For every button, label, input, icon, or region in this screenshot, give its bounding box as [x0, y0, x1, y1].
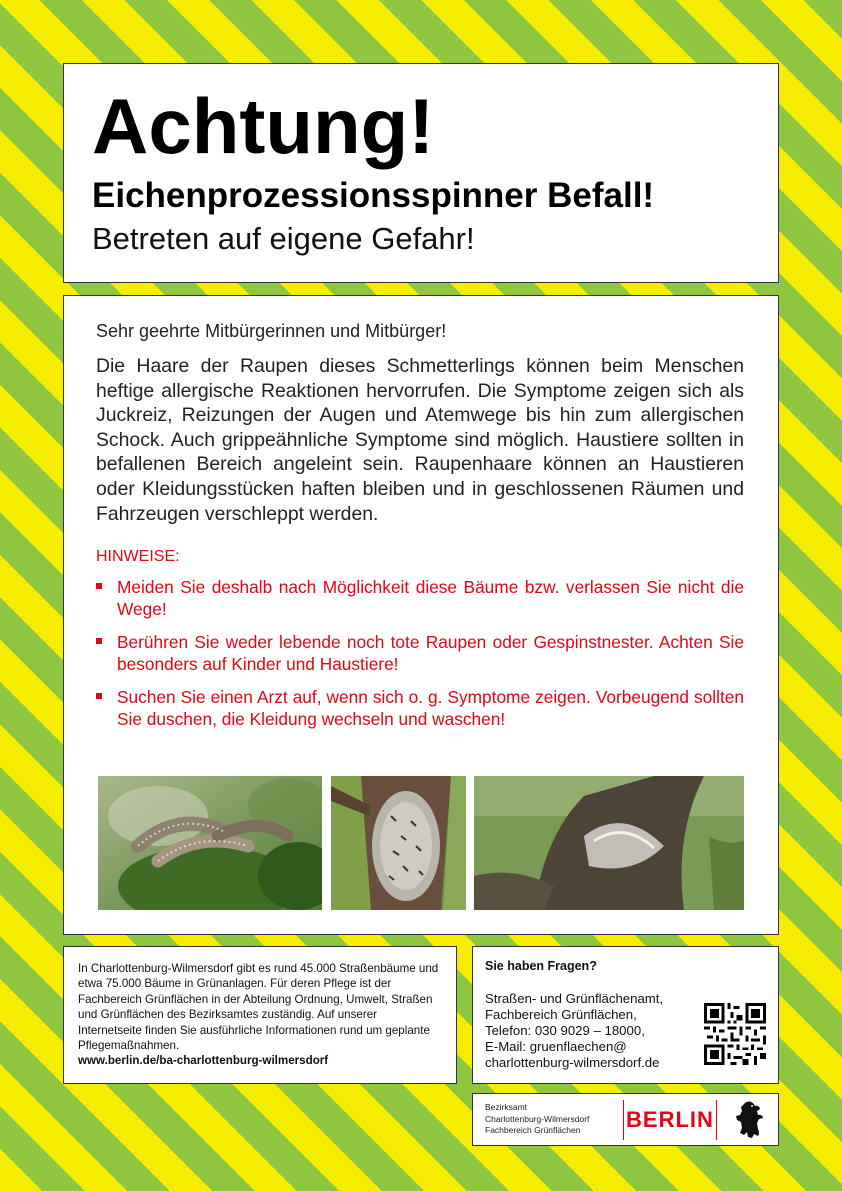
bullet-icon [96, 693, 102, 699]
info-text: In Charlottenburg-Wilmersdorf gibt es rund 45.000 Straßenbäume und etwa 75.000 Bäume in Grünanlagen. Für deren Pflege ist der Fachbereich Grünflächen in der Abteilung Ordnung, Umwelt, Straßen und Grünflächen des Bezirksamtes zuständig. Auf unserer Internetseite finden Sie ausführliche Informationen rund um geplante Pflegemaßnahmen. [78, 962, 439, 1053]
berlin-logo: BERLIN [623, 1100, 717, 1140]
hint-text: Suchen Sie einen Arzt auf, wenn sich o. g. Symptome zeigen. Vorbeugend sollten Sie duschen, die Kleidung wechseln und waschen! [117, 687, 744, 730]
contact-box [472, 946, 779, 1084]
qr-code-icon[interactable] [704, 1003, 766, 1065]
hint-item [96, 631, 744, 675]
header-box [63, 63, 779, 283]
intro-paragraph: Die Haare der Raupen dieses Schmetterlings können beim Menschen heftige allergische Reaktionen hervorrufen. Die Symptome zeigen sich als Juckreiz, Reizungen der Augen und Atemwege bis hin zum allergischen Schock. Auch grippeähnliche Symptome sind möglich. Haustiere sollten in befallenen Bereich angeleint sein. Raupenhaare können an Haustieren oder Kleidungsstücken haften bleiben und in geschlossenen Räumen und Fahrzeugen verschleppt werden. [96, 355, 744, 525]
hint-item [96, 576, 744, 620]
contact-office: Straßen- und Grünflächenamt, [485, 991, 664, 1006]
dept-line-3: Fachbereich Grünflächen [485, 1125, 581, 1135]
hints-list [96, 576, 744, 730]
dept-line-1: Bezirksamt [485, 1102, 528, 1112]
page-tagline: Betreten auf eigene Gefahr! [92, 221, 475, 256]
hints-heading: HINWEISE: [96, 548, 180, 566]
contact-phone: Telefon: 030 9029 – 18000, [485, 1023, 645, 1038]
page-subtitle: Eichenprozessionsspinner Befall! [92, 176, 655, 215]
page-title: Achtung! [92, 82, 435, 170]
greeting: Sehr geehrte Mitbürgerinnen und Mitbürger! [96, 321, 447, 341]
contact-email-domain[interactable]: charlottenburg-wilmersdorf.de [485, 1055, 660, 1070]
contact-email[interactable]: E-Mail: gruenflaechen@ [485, 1039, 627, 1054]
info-box [63, 946, 457, 1084]
main-notice-box [63, 295, 779, 935]
bullet-icon [96, 638, 102, 644]
contact-title: Sie haben Fragen? [485, 959, 597, 973]
website-link[interactable]: www.berlin.de/ba-charlottenburg-wilmersdorf [78, 1054, 329, 1068]
bullet-icon [96, 583, 102, 589]
caterpillar-photo [98, 776, 322, 910]
hint-text: Berühren Sie weder lebende noch tote Raupen oder Gespinstnester. Achten Sie besonders auf Kinder und Haustiere! [117, 632, 744, 675]
dept-line-2: Charlottenburg-Wilmersdorf [485, 1113, 590, 1124]
hint-text: Meiden Sie deshalb nach Möglichkeit diese Bäume bzw. verlassen Sie nicht die Wege! [117, 577, 744, 620]
department-label [485, 1102, 589, 1137]
web-nest-photo [474, 776, 744, 910]
footer-box [472, 1093, 779, 1146]
berlin-bear-icon [733, 1100, 765, 1140]
hint-item [96, 686, 744, 730]
nest-trunk-photo [331, 776, 466, 910]
contact-department: Fachbereich Grünflächen, [485, 1007, 637, 1022]
